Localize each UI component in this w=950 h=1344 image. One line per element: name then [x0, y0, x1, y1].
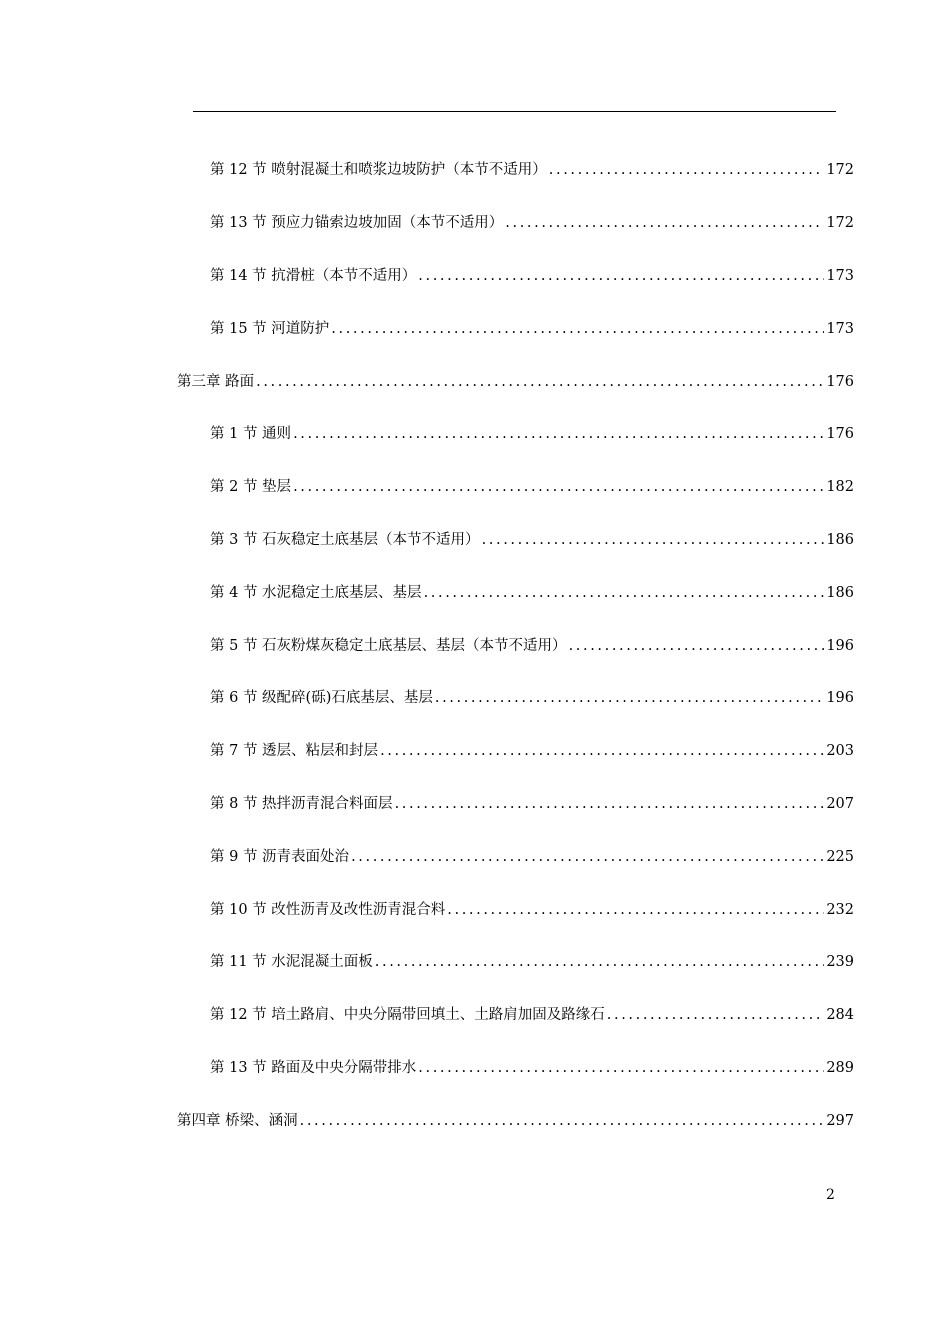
- toc-entry-page: 182: [826, 479, 854, 495]
- toc-entry-page: 186: [826, 532, 854, 548]
- toc-leader-dots: [607, 1003, 825, 1027]
- toc-leader-dots: [375, 950, 825, 974]
- toc-entry-title: 第 12 节 喷射混凝土和喷浆边坡防护（本节不适用）: [210, 162, 547, 178]
- toc-entry-title: 第 14 节 抗滑桩（本节不适用）: [210, 268, 417, 284]
- toc-entry-page: 196: [826, 638, 854, 654]
- toc-leader-dots: [418, 1056, 824, 1080]
- toc-entry[interactable]: [210, 898, 854, 922]
- toc-chapter-entry[interactable]: [177, 1109, 854, 1133]
- toc-entry-title: 第 2 节 垫层: [210, 479, 292, 495]
- toc-leader-dots: [300, 1109, 825, 1133]
- header-rule: [193, 111, 836, 112]
- toc-entry-page: 173: [826, 268, 854, 284]
- toc-entry[interactable]: [210, 1003, 854, 1027]
- toc-leader-dots: [293, 422, 824, 446]
- toc-leader-dots: [447, 898, 824, 922]
- toc-entry-page: 284: [826, 1007, 854, 1023]
- toc-entry[interactable]: [210, 792, 854, 816]
- toc-leader-dots: [351, 845, 824, 869]
- toc-entry-title: 第 6 节 级配碎(砾)石底基层、基层: [210, 690, 433, 706]
- toc-leader-dots: [435, 686, 824, 710]
- toc-entry[interactable]: [210, 686, 854, 710]
- toc-entry-title: 第 13 节 路面及中央分隔带排水: [210, 1060, 417, 1076]
- toc-entry-page: 289: [826, 1060, 854, 1076]
- toc-entry-page: 172: [826, 215, 854, 231]
- toc-leader-dots: [549, 158, 825, 182]
- toc-entry-title: 第 11 节 水泥混凝土面板: [210, 954, 373, 970]
- toc-entry-page: 186: [826, 585, 854, 601]
- toc-entry-page: 225: [826, 849, 854, 865]
- toc-entry-page: 176: [826, 374, 854, 390]
- toc-entry-page: 172: [826, 162, 854, 178]
- toc-entry-title: 第四章 桥梁、涵洞: [177, 1113, 298, 1129]
- toc-entry-title: 第三章 路面: [177, 374, 255, 390]
- toc-entry-title: 第 15 节 河道防护: [210, 321, 330, 337]
- toc-leader-dots: [395, 792, 825, 816]
- toc-leader-dots: [331, 317, 824, 341]
- toc-entry-page: 176: [826, 426, 854, 442]
- toc-leader-dots: [505, 211, 824, 235]
- toc-entry[interactable]: [210, 1056, 854, 1080]
- toc-entry[interactable]: [210, 528, 854, 552]
- toc-entry-title: 第 9 节 沥青表面处治: [210, 849, 350, 865]
- toc-entry[interactable]: [210, 950, 854, 974]
- toc-leader-dots: [424, 581, 825, 605]
- toc-entry-page: 173: [826, 321, 854, 337]
- toc-leader-dots: [380, 739, 824, 763]
- toc-leader-dots: [256, 370, 824, 394]
- toc-entry-title: 第 10 节 改性沥青及改性沥青混合料: [210, 902, 446, 918]
- toc-entry-page: 196: [826, 690, 854, 706]
- toc-entry-title: 第 5 节 石灰粉煤灰稳定土底基层、基层（本节不适用）: [210, 638, 567, 654]
- toc-entry[interactable]: [210, 634, 854, 658]
- toc-entry[interactable]: [210, 845, 854, 869]
- toc-entry[interactable]: [210, 739, 854, 763]
- toc-entry[interactable]: [210, 422, 854, 446]
- toc-entry[interactable]: [210, 475, 854, 499]
- toc-entry[interactable]: [210, 317, 854, 341]
- toc-entry-page: 297: [826, 1113, 854, 1129]
- toc-leader-dots: [569, 634, 825, 658]
- toc-entry[interactable]: [210, 581, 854, 605]
- toc-entry-title: 第 4 节 水泥稳定土底基层、基层: [210, 585, 422, 601]
- toc-entry[interactable]: [210, 264, 854, 288]
- toc-entry-page: 207: [826, 796, 854, 812]
- toc-entry[interactable]: [210, 211, 854, 235]
- toc-entry[interactable]: [210, 158, 854, 182]
- toc-chapter-entry[interactable]: [177, 370, 854, 394]
- page-number: 2: [826, 1187, 835, 1203]
- toc-leader-dots: [482, 528, 825, 552]
- toc-entry-title: 第 12 节 培土路肩、中央分隔带回填土、土路肩加固及路缘石: [210, 1007, 605, 1023]
- toc-leader-dots: [418, 264, 824, 288]
- toc-entry-page: 203: [826, 743, 854, 759]
- toc-entry-title: 第 7 节 透层、粘层和封层: [210, 743, 379, 759]
- toc-entry-title: 第 1 节 通则: [210, 426, 292, 442]
- toc-entry-title: 第 13 节 预应力锚索边坡加固（本节不适用）: [210, 215, 504, 231]
- toc-entry-title: 第 3 节 石灰稳定土底基层（本节不适用）: [210, 532, 480, 548]
- toc-leader-dots: [293, 475, 824, 499]
- toc-entry-page: 232: [826, 902, 854, 918]
- toc-entry-page: 239: [826, 954, 854, 970]
- toc-entry-title: 第 8 节 热拌沥青混合料面层: [210, 796, 393, 812]
